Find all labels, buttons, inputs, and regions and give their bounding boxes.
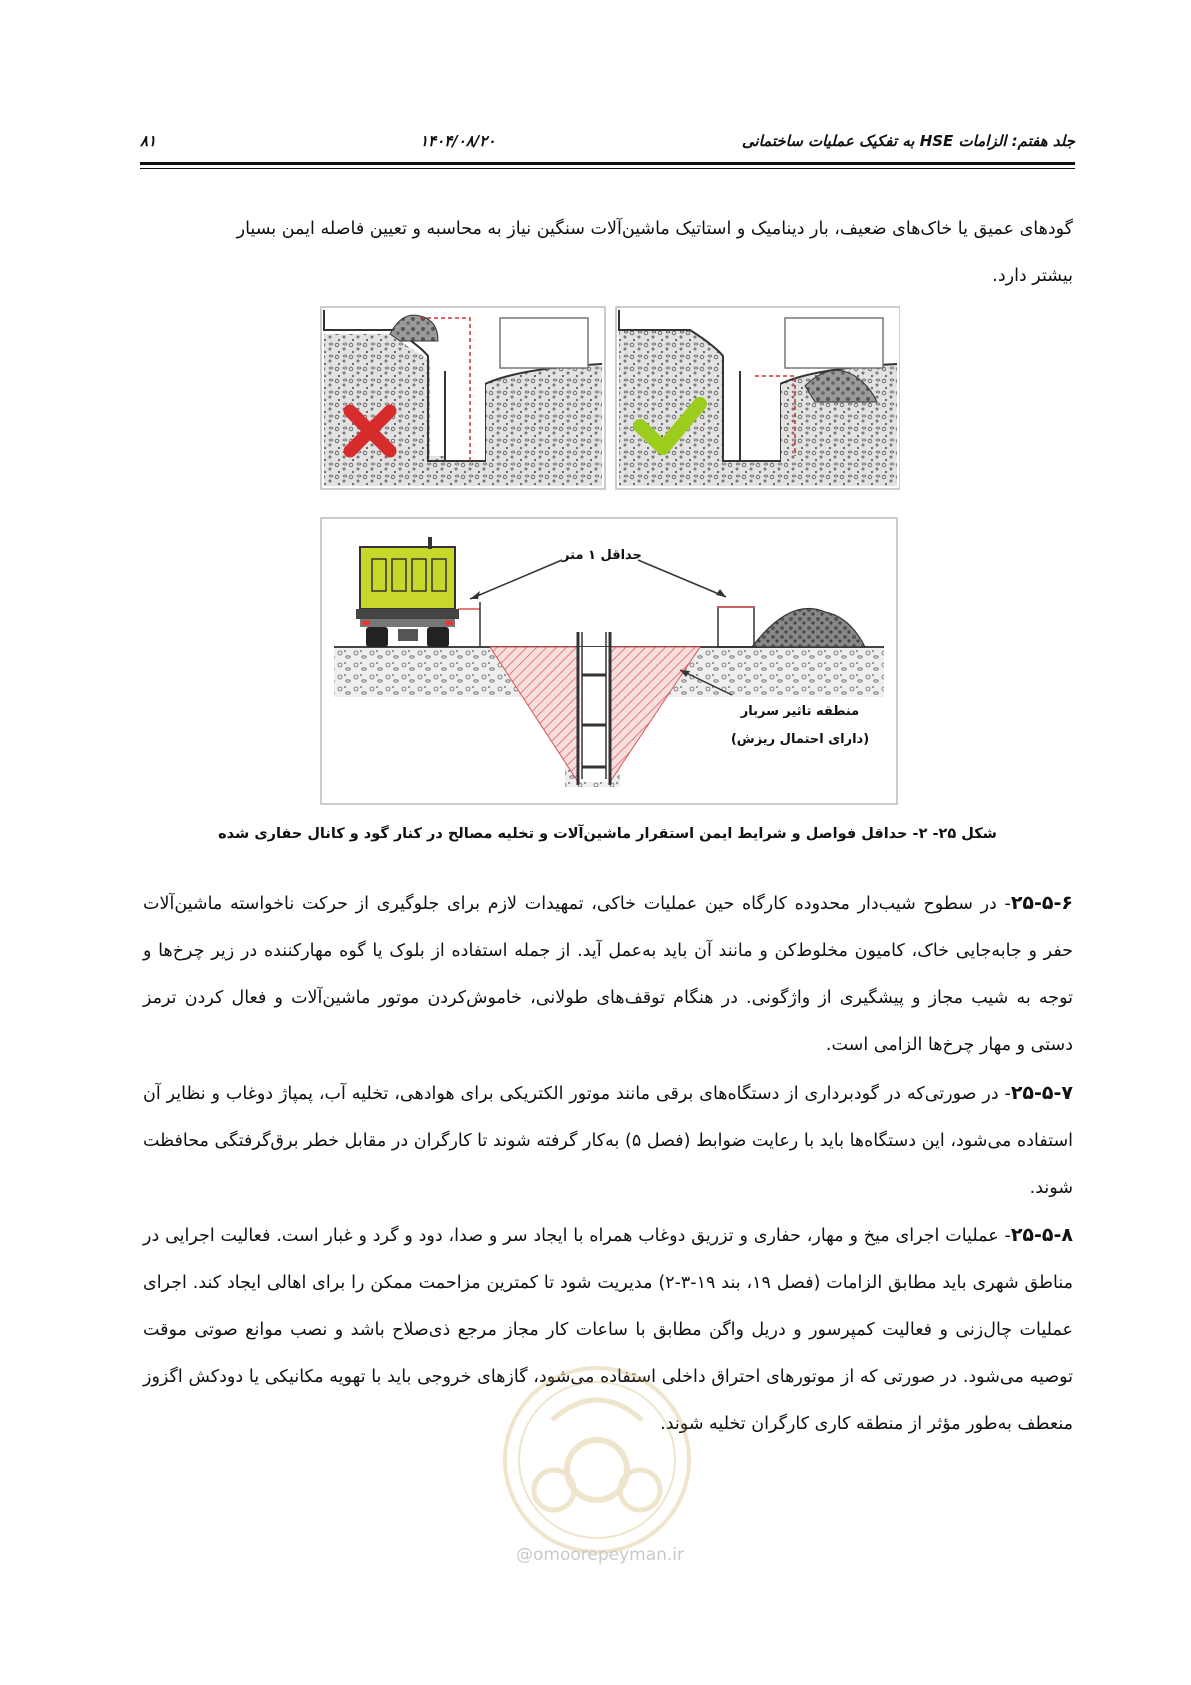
dump-truck-icon [356,537,459,647]
watermark-url: @omoorepeyman.ir [515,1545,685,1565]
figure-trench-surcharge [320,517,898,805]
panel-wrong [321,307,605,489]
intro-line-1: گودهای عمیق یا خاک‌های ضعیف، بار دینامیک و استاتیک ماشین‌آلات سنگین نیاز به محاسبه و تعیین فاصله ایمن بسیار [236,219,1073,239]
header-date: ۱۴۰۴/۰۸/۲۰ [420,132,496,150]
influence-zone-label: منطقه تاثیر سربار [740,704,860,719]
figure-spoil-placement [320,306,900,492]
section-text: - عملیات اجرای میخ و مهار، حفاری و تزریق دوغاب همراه با ایجاد سر و صدا، دود و گرد و غبار است. فعالیت اجرایی در مناطق شهری باید مطابق الزامات (فصل ۱۹، بند ۱۹-۳-۲) مدیریت شود تا کمترین مزاحمت ممکن را برای اهالی ایجاد کند. اجرای عملیات چال‌زنی و فعالیت کمپرسور و دریل واگن مطابق با ساعات کار مجاز مرجع ذی‌صلاح باشد و نصب موانع صوتی موقت توصیه می‌شود. در صورتی که از موتورهای احتراق داخلی استفاده می‌شود، گازهای خروجی باید با تهویه مکانیکی یا دودکش اگزوز منعطف به‌طور مؤثر از منطقه کاری کارگران تخلیه شوند. [143,1226,1073,1434]
section-25-5-7 [143,1070,1073,1212]
header-rule-thin [140,168,1075,169]
intro-line-2: بیشتر دارد. [992,266,1073,286]
header-rule-thick [140,162,1075,165]
figure-caption: شکل ۲۵- ۲- حداقل فواصل و شرایط ایمن استقرار ماشین‌آلات و تخلیه مصالح در کنار گود و کانال حفاری شده [218,826,997,842]
section-number: ۲۵-۵-۶ [1010,892,1073,914]
section-text: - در سطوح شیب‌دار محدوده کارگاه حین عملیات خاکی، تمهیدات لازم برای جلوگیری از حرکت ناخواسته ماشین‌آلات حفر و جابه‌جایی خاک، کامیون مخلوط‌کن و مانند آن باید به‌عمل آید. از جمله استفاده از بلوک یا گوه مهارکننده در زیر چرخ‌ها و توجه به شیب مجاز و پیشگیری از واژگونی. در هنگام توقف‌های طولانی، خاموش‌کردن موتور ماشین‌آلات و فعال کردن ترمز دستی و مهار چرخ‌ها الزامی است. [143,894,1073,1055]
intro-paragraph [143,206,1073,300]
page-header [140,128,1075,164]
section-number: ۲۵-۵-۷ [1010,1082,1073,1104]
book-title: جلد هفتم: الزامات HSE به تفکیک عملیات ساختمانی [741,132,1075,150]
section-number: ۲۵-۵-۸ [1010,1224,1073,1246]
collapse-risk-label: (دارای احتمال ریزش) [730,732,870,747]
section-text: - در صورتی‌که در گودبرداری از دستگاه‌های برقی مانند موتور الکتریکی برای هوادهی، تخلیه آب، پمپاژ دوغاب و نظایر آن استفاده می‌شود، این دستگاه‌ها باید با رعایت ضوابط (فصل ۵) به‌کار گرفته شوند تا کارگران در مقابل خطر برق‌گرفتگی محافظت شوند. [143,1084,1074,1198]
min-distance-label: حداقل ۱ متر [562,548,642,563]
panel-correct [616,307,900,489]
section-25-5-6 [143,880,1073,1069]
page-number: ۸۱ [140,132,157,150]
